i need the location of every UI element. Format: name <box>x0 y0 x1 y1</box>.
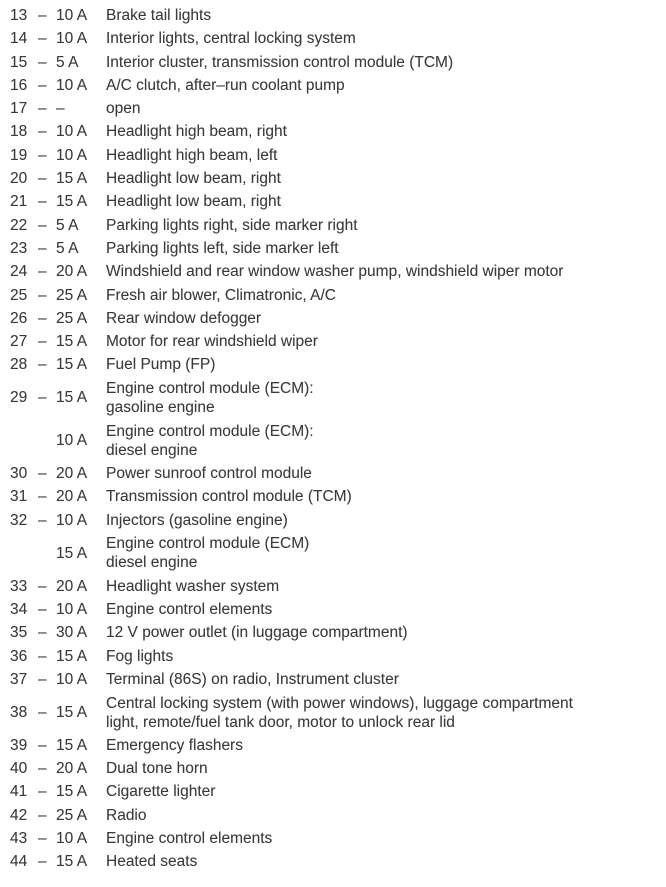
fuse-amperage: 20 A <box>56 465 88 483</box>
fuse-description-line: Engine control module (ECM) <box>106 535 310 553</box>
fuse-number-dash: – <box>38 170 47 188</box>
fuse-description <box>106 509 666 532</box>
fuse-number-dash: – <box>38 286 47 304</box>
fuse-number: 37 <box>10 670 28 688</box>
fuse-description-line: Interior lights, central locking system <box>106 30 356 48</box>
fuse-description <box>106 645 666 668</box>
fuse-number-dash: – <box>38 830 47 848</box>
fuse-number: 41 <box>10 783 28 801</box>
fuse-description-line: Headlight low beam, right <box>106 170 281 188</box>
fuse-description-line: diesel engine <box>106 441 198 459</box>
fuse-row <box>0 4 666 27</box>
fuse-row <box>0 621 666 644</box>
fuse-number-dash: – <box>38 216 47 234</box>
fuse-number: 26 <box>10 309 28 327</box>
fuse-amperage: 15 A <box>56 389 88 407</box>
fuse-number-dash: – <box>38 76 47 94</box>
fuse-number: 23 <box>10 239 28 257</box>
fuse-amperage: 15 A <box>56 170 88 188</box>
fuse-description <box>106 575 666 598</box>
fuse-row <box>0 509 666 532</box>
fuse-number-dash: – <box>38 670 47 688</box>
fuse-description <box>106 74 666 97</box>
fuse-row <box>0 827 666 850</box>
fuse-number-dash: – <box>38 465 47 483</box>
fuse-description <box>106 167 666 190</box>
fuse-description-line: Headlight high beam, right <box>106 123 287 141</box>
fuse-description <box>106 534 666 572</box>
fuse-number: 35 <box>10 624 28 642</box>
fuse-description <box>106 330 666 353</box>
fuse-row <box>0 419 666 462</box>
fuse-number-dash: – <box>38 647 47 665</box>
fuse-number-dash: – <box>38 703 47 721</box>
fuse-amperage: 15 A <box>56 853 88 871</box>
fuse-description-line: Dual tone horn <box>106 760 208 778</box>
fuse-description-line: Engine control module (ECM): <box>106 380 314 398</box>
fuse-amperage: 10 A <box>56 76 88 94</box>
fuse-description-line: Fog lights <box>106 647 174 665</box>
fuse-description <box>106 734 666 757</box>
fuse-description <box>106 27 666 50</box>
fuse-number: 25 <box>10 286 28 304</box>
fuse-amperage: 10 A <box>56 7 88 24</box>
fuse-number: 29 <box>10 389 28 407</box>
fuse-row <box>0 462 666 485</box>
fuse-number: 42 <box>10 806 28 824</box>
fuse-amperage: 15 A <box>56 703 88 721</box>
fuse-number: 15 <box>10 53 28 71</box>
fuse-number: 33 <box>10 577 28 595</box>
fuse-number: 20 <box>10 170 28 188</box>
fuse-number-dash: – <box>38 309 47 327</box>
fuse-list <box>0 4 666 874</box>
fuse-row <box>0 144 666 167</box>
fuse-description-line: Headlight high beam, left <box>106 146 278 164</box>
fuse-number-dash: – <box>38 239 47 257</box>
fuse-description <box>106 260 666 283</box>
fuse-row <box>0 214 666 237</box>
fuse-number: 40 <box>10 760 28 778</box>
fuse-amperage: 15 A <box>56 736 88 754</box>
fuse-row <box>0 850 666 873</box>
fuse-number-dash: – <box>38 806 47 824</box>
fuse-row <box>0 27 666 50</box>
fuse-description <box>106 4 666 27</box>
fuse-description-line: Injectors (gasoline engine) <box>106 511 288 529</box>
fuse-amperage: 25 A <box>56 286 88 304</box>
fuse-row <box>0 598 666 621</box>
fuse-description <box>106 422 666 460</box>
fuse-description <box>106 97 666 120</box>
fuse-description <box>106 850 666 873</box>
fuse-amperage: 15 A <box>56 783 88 801</box>
fuse-amperage: 25 A <box>56 309 88 327</box>
fuse-row <box>0 377 666 420</box>
fuse-row <box>0 734 666 757</box>
fuse-number-dash: – <box>38 7 47 24</box>
fuse-row <box>0 307 666 330</box>
fuse-number-dash: – <box>38 146 47 164</box>
fuse-description <box>106 214 666 237</box>
fuse-number: 38 <box>10 703 28 721</box>
fuse-number: 34 <box>10 601 28 618</box>
fuse-amperage: – <box>56 100 65 118</box>
fuse-description-line: Central locking system (with power windows), luggage compartment <box>106 694 573 712</box>
fuse-row <box>0 757 666 780</box>
fuse-number: 21 <box>10 193 28 211</box>
fuse-amperage: 10 A <box>56 146 88 164</box>
fuse-description <box>106 120 666 143</box>
fuse-amperage: 5 A <box>56 53 79 71</box>
fuse-row <box>0 668 666 691</box>
fuse-description <box>106 621 666 644</box>
fuse-amperage: 10 A <box>56 670 88 688</box>
fuse-number: 19 <box>10 146 28 164</box>
fuse-amperage: 10 A <box>56 432 88 450</box>
fuse-description <box>106 51 666 74</box>
fuse-row <box>0 532 666 575</box>
fuse-amperage: 25 A <box>56 806 88 824</box>
fuse-amperage: 15 A <box>56 647 88 665</box>
fuse-description <box>106 827 666 850</box>
fuse-number-dash: – <box>38 853 47 871</box>
fuse-description <box>106 804 666 827</box>
fuse-description-line: open <box>106 100 141 118</box>
fuse-row <box>0 485 666 508</box>
fuse-number-dash: – <box>38 193 47 211</box>
fuse-number: 22 <box>10 216 28 234</box>
fuse-row <box>0 645 666 668</box>
fuse-number: 43 <box>10 830 28 848</box>
fuse-number-dash: – <box>38 389 47 407</box>
fuse-number-dash: – <box>38 760 47 778</box>
fuse-amperage: 20 A <box>56 760 88 778</box>
fuse-description-line: Cigarette lighter <box>106 783 216 801</box>
fuse-description <box>106 379 666 417</box>
fuse-number-dash: – <box>38 601 47 618</box>
fuse-description-line: Emergency flashers <box>106 736 243 754</box>
fuse-description-line: Motor for rear windshield wiper <box>106 333 318 351</box>
fuse-description-line: Radio <box>106 806 147 824</box>
fuse-description-line: Brake tail lights <box>106 7 212 24</box>
fuse-amperage: 20 A <box>56 263 88 281</box>
fuse-description-line: Rear window defogger <box>106 309 262 327</box>
fuse-description-line: Interior cluster, transmission control module (TCM) <box>106 53 454 71</box>
fuse-amperage: 30 A <box>56 624 88 642</box>
fuse-description <box>106 757 666 780</box>
fuse-amperage: 10 A <box>56 601 88 618</box>
fuse-description <box>106 353 666 376</box>
fuse-row <box>0 780 666 803</box>
fuse-description-line: Terminal (86S) on radio, Instrument cluster <box>106 670 399 688</box>
fuse-amperage: 5 A <box>56 216 79 234</box>
fuse-amperage: 20 A <box>56 488 88 506</box>
fuse-row <box>0 260 666 283</box>
fuse-description <box>106 462 666 485</box>
fuse-description-line: Fuel Pump (FP) <box>106 356 216 374</box>
fuse-number: 28 <box>10 356 28 374</box>
fuse-description <box>106 668 666 691</box>
fuse-description <box>106 780 666 803</box>
fuse-amperage: 5 A <box>56 239 79 257</box>
fuse-number-dash: – <box>38 488 47 506</box>
fuse-number-dash: – <box>38 736 47 754</box>
fuse-number-dash: – <box>38 263 47 281</box>
fuse-amperage: 10 A <box>56 830 88 848</box>
fuse-description-line: Headlight washer system <box>106 577 280 595</box>
fuse-amperage: 15 A <box>56 333 88 351</box>
fuse-description <box>106 694 666 732</box>
fuse-amperage: 15 A <box>56 193 88 211</box>
fuse-row <box>0 284 666 307</box>
fuse-amperage: 10 A <box>56 30 88 48</box>
fuse-number-dash: – <box>38 53 47 71</box>
fuse-number: 18 <box>10 123 28 141</box>
fuse-description <box>106 190 666 213</box>
fuse-number-dash: – <box>38 333 47 351</box>
fuse-number: 27 <box>10 333 28 351</box>
fuse-number: 13 <box>10 7 28 24</box>
fuse-number: 14 <box>10 30 28 48</box>
fuse-number-dash: – <box>38 783 47 801</box>
fuse-amperage: 10 A <box>56 123 88 141</box>
fuse-description-line: Parking lights right, side marker right <box>106 216 358 234</box>
fuse-description <box>106 284 666 307</box>
fuse-row <box>0 353 666 376</box>
fuse-number-dash: – <box>38 624 47 642</box>
fuse-number-dash: – <box>38 30 47 48</box>
fuse-description-line: Windshield and rear window washer pump, windshield wiper motor <box>106 263 564 281</box>
fuse-description-line: diesel engine <box>106 554 198 572</box>
fuse-number: 30 <box>10 465 28 483</box>
fuse-description-line: Transmission control module (TCM) <box>106 488 352 506</box>
fuse-row <box>0 120 666 143</box>
fuse-number-dash: – <box>38 123 47 141</box>
fuse-description-line: 12 V power outlet (in luggage compartment) <box>106 624 408 642</box>
fuse-description-line: Power sunroof control module <box>106 465 312 483</box>
fuse-number: 31 <box>10 488 28 506</box>
fuse-description <box>106 485 666 508</box>
fuse-number: 16 <box>10 76 28 94</box>
fuse-description <box>106 598 666 621</box>
fuse-description-line: Fresh air blower, Climatronic, A/C <box>106 286 336 304</box>
fuse-description-line: Engine control elements <box>106 601 273 618</box>
fuse-number-dash: – <box>38 511 47 529</box>
fuse-number: 36 <box>10 647 28 665</box>
fuse-description-line: A/C clutch, after–run coolant pump <box>106 76 345 94</box>
fuse-row <box>0 691 666 734</box>
fuse-row <box>0 97 666 120</box>
fuse-amperage: 15 A <box>56 544 88 562</box>
fuse-description <box>106 237 666 260</box>
fuse-number: 32 <box>10 511 28 529</box>
fuse-row <box>0 575 666 598</box>
fuse-row <box>0 237 666 260</box>
fuse-row <box>0 51 666 74</box>
fuse-description-line: light, remote/fuel tank door, motor to unlock rear lid <box>106 713 455 731</box>
fuse-row <box>0 167 666 190</box>
fuse-description <box>106 307 666 330</box>
fuse-description-line: Engine control module (ECM): <box>106 422 314 440</box>
fuse-number: 24 <box>10 263 28 281</box>
fuse-number-dash: – <box>38 100 47 118</box>
fuse-row <box>0 74 666 97</box>
fuse-description-line: gasoline engine <box>106 399 215 417</box>
fuse-row <box>0 190 666 213</box>
fuse-description <box>106 144 666 167</box>
fuse-amperage: 15 A <box>56 356 88 374</box>
fuse-number-dash: – <box>38 356 47 374</box>
fuse-amperage: 20 A <box>56 577 88 595</box>
fuse-row <box>0 804 666 827</box>
fuse-description-line: Parking lights left, side marker left <box>106 239 339 257</box>
fuse-row <box>0 330 666 353</box>
fuse-description-line: Headlight low beam, right <box>106 193 281 211</box>
fuse-description-line: Heated seats <box>106 853 198 871</box>
fuse-number: 39 <box>10 736 28 754</box>
fuse-number: 17 <box>10 100 28 118</box>
fuse-number: 44 <box>10 853 28 871</box>
fuse-description-line: Engine control elements <box>106 830 273 848</box>
fuse-number-dash: – <box>38 577 47 595</box>
fuse-amperage: 10 A <box>56 511 88 529</box>
